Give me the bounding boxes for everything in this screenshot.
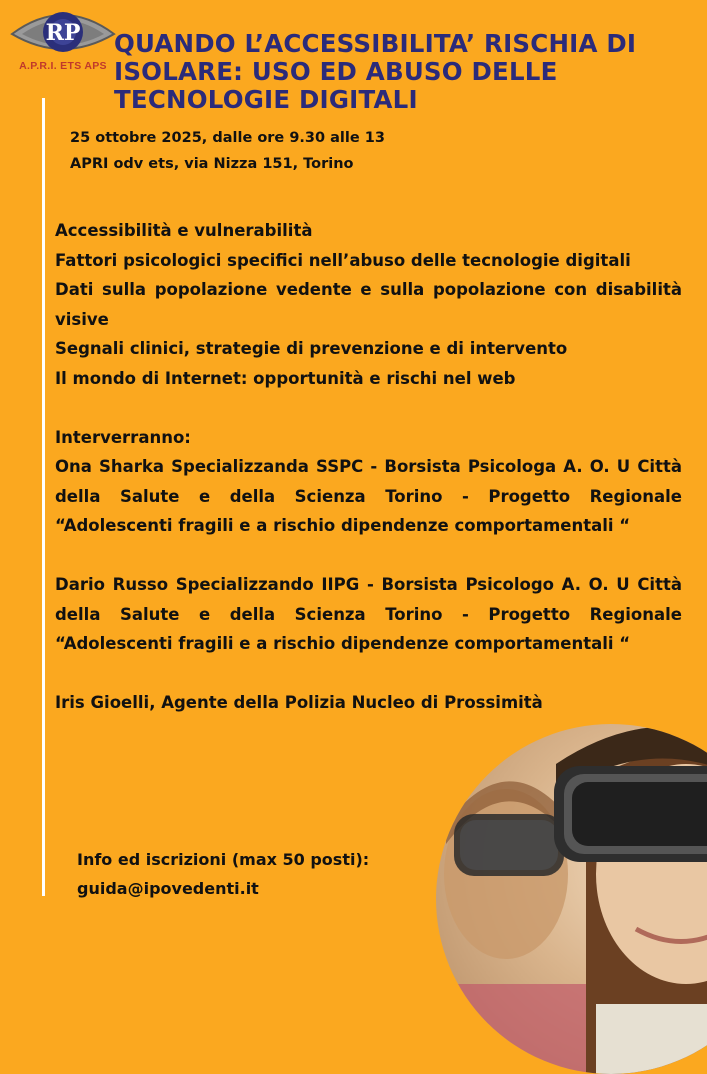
topic-item: Dati sulla popolazione vedente e sulla popolazione con disabilità visive <box>55 280 682 329</box>
apri-logo <box>8 4 118 82</box>
eye-logo-icon <box>8 4 118 60</box>
speaker-entry: Ona Sharka Specializzanda SSPC - Borsista Psicologa A. O. U Città della Salute e della Scienza Torino - Progetto Regionale “Adolescenti fragili e a rischio dipendenze comportamentali “ <box>55 457 682 535</box>
spacer <box>55 541 682 571</box>
vr-headset-photo <box>436 724 707 1074</box>
topic-item: Fattori psicologici specifici nell’abuso delle tecnologie digitali <box>55 250 631 270</box>
topic-item: Accessibilità e vulnerabilità <box>55 221 313 240</box>
info-email[interactable]: guida@ipovedenti.it <box>77 879 259 898</box>
logo-monogram: RP <box>45 20 81 46</box>
event-date: 25 ottobre 2025, dalle ore 9.30 alle 13 <box>70 130 385 146</box>
logo-caption: A.P.R.I. ETS APS <box>19 60 107 72</box>
speaker-entry: Iris Gioelli, Agente della Polizia Nucleo di Prossimità <box>55 693 543 712</box>
vr-children-illustration-icon <box>436 724 707 1074</box>
speakers-heading: Interverranno: <box>55 427 191 447</box>
event-details <box>70 125 385 177</box>
spacer <box>55 393 682 423</box>
info-block <box>77 845 369 903</box>
event-title: QUANDO L’ACCESSIBILITA’ RISCHIA DI ISOLARE: USO ED ABUSO DELLE TECNOLOGIE DIGITALI <box>114 29 637 114</box>
topic-item: Il mondo di Internet: opportunità e rischi nel web <box>55 368 516 388</box>
speaker-entry: Dario Russo Specializzando IIPG - Borsista Psicologo A. O. U Città della Salute e della Scienza Torino - Progetto Regionale “Adolescenti fragili e a rischio dipendenze comportamentali “ <box>55 575 682 653</box>
info-label: Info ed iscrizioni (max 50 posti): <box>77 850 370 869</box>
vertical-divider <box>42 98 45 896</box>
topic-item: Segnali clinici, strategie di prevenzione e di intervento <box>55 339 568 358</box>
event-place: APRI odv ets, via Nizza 151, Torino <box>70 156 354 172</box>
program-content <box>55 216 682 718</box>
spacer <box>55 659 682 689</box>
